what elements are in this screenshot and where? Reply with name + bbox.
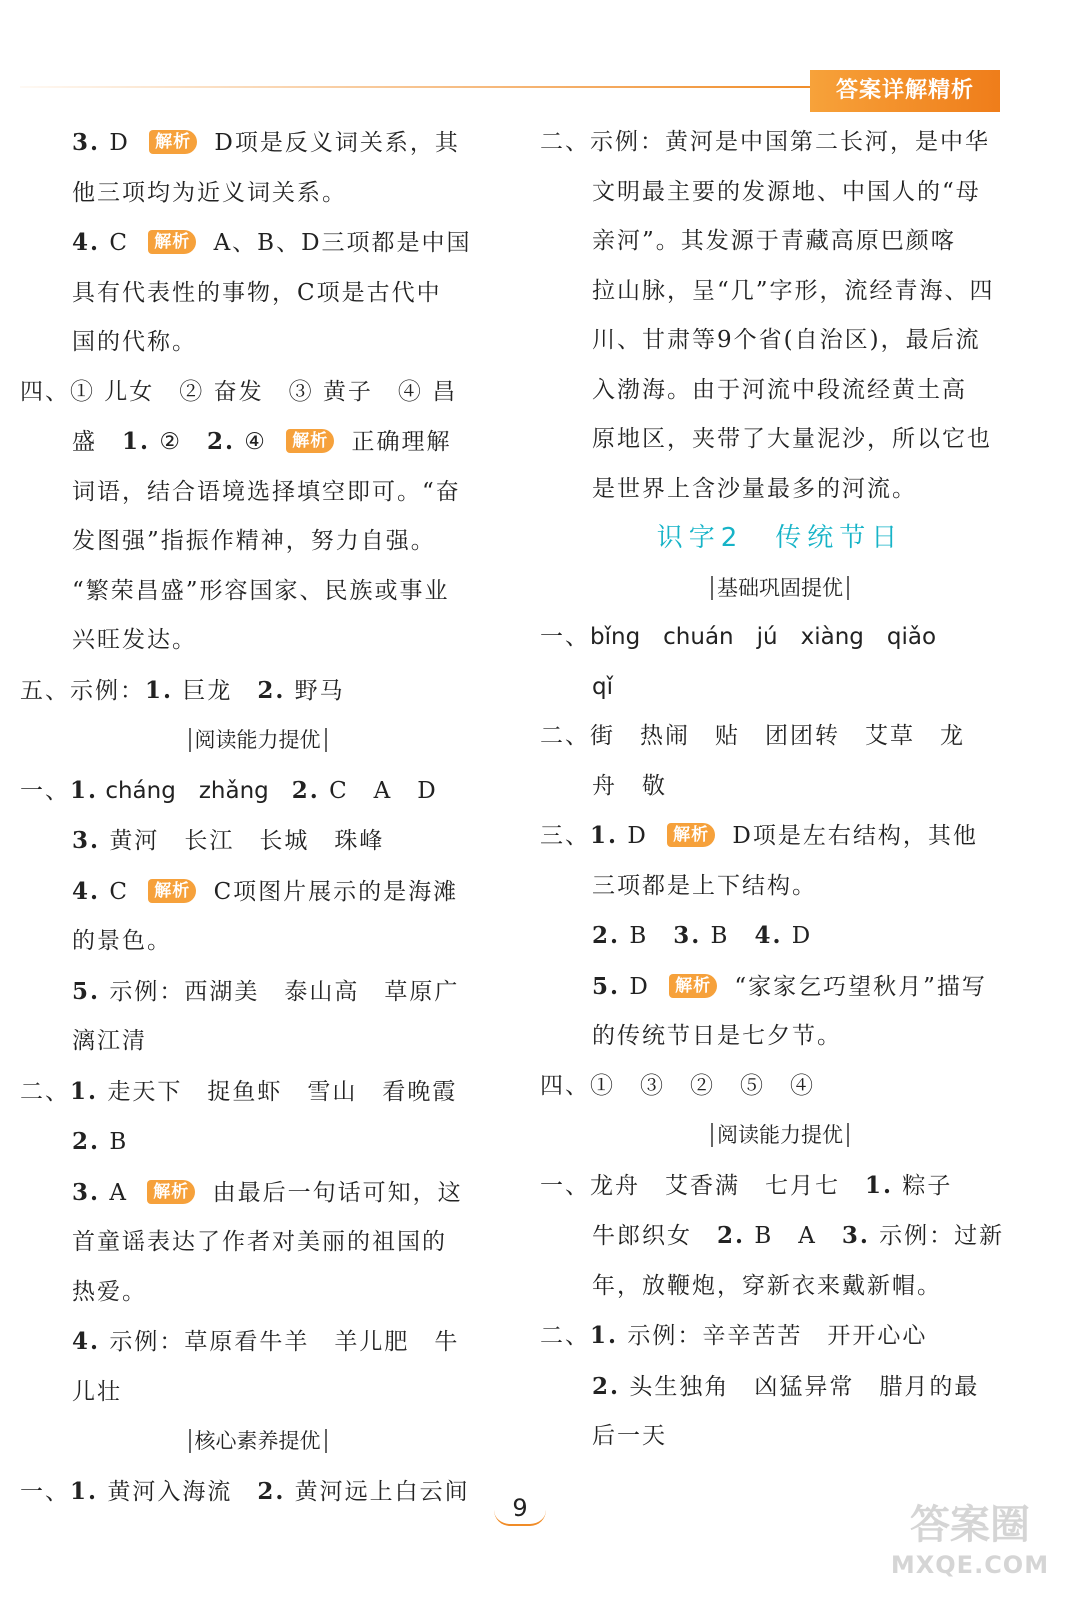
- section-prefix: 二、: [540, 1323, 590, 1349]
- answer-line: 亲河”。其发源于青藏高原巴颜喀: [592, 228, 956, 254]
- answer: 黄河入海流: [98, 1478, 258, 1505]
- analysis-text: 由最后一句话可知，这: [212, 1179, 463, 1206]
- answer-line: [20, 666, 495, 717]
- section-prefix: 三、: [540, 823, 590, 849]
- answer-line: [20, 1067, 495, 1118]
- answer-line: 四、① ③ ② ⑤ ④: [540, 1072, 815, 1099]
- answer-line: 的景色。: [72, 928, 172, 954]
- answer-line: [540, 911, 1020, 962]
- answer-line: [20, 118, 495, 169]
- answer-line: 的传统节日是七夕节。: [592, 1023, 842, 1049]
- answer-line: 首童谣表达了作者对美丽的祖国的: [72, 1229, 447, 1255]
- analysis-text: 正确理解: [351, 429, 452, 455]
- answer-line: [20, 417, 495, 468]
- item-num: 4.: [72, 1328, 101, 1355]
- answer-line: 儿壮: [72, 1378, 122, 1405]
- section-prefix: 一、: [20, 1478, 70, 1505]
- section-prefix: 五、示例：: [20, 677, 145, 704]
- analysis-tag: 解析: [667, 823, 715, 847]
- analysis-tag: 解析: [669, 974, 717, 998]
- answer: 黄河远上白云间: [285, 1478, 470, 1505]
- answer-line: 文明最主要的发源地、中国人的“母: [592, 178, 981, 205]
- analysis-tag: 解析: [147, 1180, 195, 1204]
- answer: ④: [234, 429, 267, 455]
- analysis-text: A、B、D三项都是中国: [213, 230, 472, 256]
- answer-line: [20, 967, 495, 1018]
- answer-line: [540, 962, 1020, 1013]
- answer: C: [100, 878, 129, 905]
- item-num: 1.: [70, 776, 99, 804]
- answer: 一、龙舟 艾香满 七月七: [540, 1172, 865, 1199]
- section-prefix: 一、: [540, 624, 590, 650]
- header-badge: 答案详解精析: [810, 70, 1000, 112]
- watermark-logo: [870, 1500, 1070, 1590]
- answer-line: 词语，结合语境选择填空即可。“奋: [72, 478, 461, 505]
- answer: D: [620, 973, 650, 1000]
- analysis-text: D项是左右结构，其他: [732, 823, 978, 849]
- answer-line: [20, 766, 495, 817]
- answer-line: 漓江清: [72, 1028, 147, 1054]
- answer-line: 兴旺发达。: [72, 627, 197, 653]
- section-heading-text: 核心素养提优: [189, 1429, 327, 1453]
- item-num: 2.: [72, 1128, 101, 1155]
- answer-line: 入渤海。由于河流中段流经黄土高: [592, 376, 967, 403]
- item-num: 2.: [257, 676, 286, 704]
- analysis-tag: 解析: [286, 429, 334, 453]
- answer: B: [620, 923, 674, 949]
- answer: C: [109, 230, 129, 256]
- item-num: 1.: [70, 1477, 99, 1505]
- item-num: 2.: [592, 922, 621, 949]
- answer: 示例：草原看牛羊 羊儿肥 牛: [100, 1329, 460, 1355]
- answer: ②: [150, 429, 207, 455]
- page-number: 9: [490, 1488, 550, 1528]
- section-prefix: 二、: [20, 1078, 70, 1105]
- item-num: 1.: [590, 822, 619, 849]
- answer-line: [540, 613, 1020, 663]
- answer-line: 他三项均为近义词关系。: [72, 179, 347, 206]
- item-num: 1.: [145, 676, 174, 704]
- answer-line: [540, 1211, 1020, 1262]
- answer-line: [20, 867, 495, 918]
- answer: A: [100, 1179, 128, 1206]
- answer: B: [100, 1129, 129, 1155]
- answer-line: [20, 1317, 495, 1368]
- item-num: 5.: [72, 977, 101, 1005]
- answer-text: 盛: [72, 429, 122, 455]
- answer-line: 国的代称。: [72, 329, 197, 355]
- answer-line: qǐ: [592, 673, 613, 700]
- section-heading-text: 基础巩固提优: [711, 576, 849, 600]
- section-heading-core: [20, 1417, 495, 1467]
- analysis-text: C项图片展示的是海滩: [213, 878, 459, 905]
- item-num: 4.: [754, 922, 783, 949]
- answer-line: 是世界上含沙量最多的河流。: [592, 475, 917, 502]
- item-num: 1.: [122, 428, 151, 455]
- header-rule: [20, 86, 820, 88]
- item-num: 3.: [72, 129, 101, 156]
- pinyin-answer: cháng zhǎng: [98, 777, 292, 804]
- item-num: 1.: [865, 1171, 894, 1199]
- section-heading-text: 阅读能力提优: [189, 728, 327, 752]
- answer: 示例：辛辛苦苦 开开心心: [618, 1323, 928, 1349]
- item-num: 1.: [70, 1077, 99, 1105]
- answer: 黄河 长江 长城 珠峰: [100, 828, 385, 854]
- answer-line: 拉山脉，呈“几”字形，流经青海、四: [592, 277, 995, 304]
- answer-line: [20, 1467, 495, 1518]
- item-num: 1.: [590, 1322, 619, 1349]
- right-column: [540, 118, 1020, 1462]
- answer-line: [540, 1311, 1020, 1362]
- answer-line: 二、街 热闹 贴 团团转 艾草 龙: [540, 723, 965, 749]
- item-num: 4.: [72, 877, 101, 905]
- answer-line: 川、甘肃等9个省(自治区)，最后流: [592, 327, 981, 353]
- answer: 示例：过新: [869, 1223, 1005, 1249]
- item-num: 2.: [291, 776, 320, 804]
- answer-line: 舟 敬: [592, 772, 667, 799]
- answer: B: [701, 923, 755, 949]
- analysis-text: “家家乞巧望秋月”描写: [734, 973, 987, 1000]
- answer-line: 四、① 儿女 ② 奋发 ③ 黄子 ④ 昌: [20, 378, 458, 405]
- item-num: 2.: [206, 428, 235, 455]
- answer-line: [540, 811, 1020, 862]
- answer-line: 发图强”指振作精神，努力自强。: [72, 528, 436, 554]
- answer-line: 二、示例：黄河是中国第二长河，是中华: [540, 129, 990, 155]
- section-heading-reading: [540, 1111, 1020, 1161]
- answer-line: [20, 218, 495, 269]
- answer: 头生独角 凶猛异常 腊月的最: [620, 1373, 980, 1400]
- section-prefix: 一、: [20, 777, 70, 804]
- section-heading-text: 阅读能力提优: [711, 1123, 849, 1147]
- section-heading-reading: [20, 716, 495, 766]
- watermark-line2: MXQE.COM: [890, 1551, 1050, 1579]
- answer: D: [109, 130, 130, 156]
- item-num: 3.: [673, 922, 702, 949]
- answer-line: 原地区，夹带了大量泥沙，所以它也: [592, 426, 992, 452]
- answer-line: “繁荣昌盛”形容国家、民族或事业: [72, 577, 450, 604]
- answer-line: [20, 816, 495, 867]
- answer-line: [540, 1362, 1020, 1413]
- item-num: 2.: [592, 1372, 621, 1400]
- analysis-text: D项是反义词关系，其: [214, 130, 460, 156]
- answer: D: [782, 923, 813, 949]
- item-num: 3.: [72, 1178, 101, 1206]
- answer-line: 热爱。: [72, 1278, 147, 1305]
- answer-line: 后一天: [592, 1423, 667, 1449]
- watermark-line1: 答案圈: [910, 1502, 1030, 1548]
- answer-line: [20, 1117, 495, 1168]
- lesson-title: 识字2 传统节日: [656, 523, 904, 553]
- answer: B A: [745, 1223, 842, 1249]
- section-heading-basic: [540, 564, 1020, 614]
- answer: C A D: [319, 777, 438, 804]
- answer: 巨龙: [173, 677, 258, 704]
- answer: 牛郎织女: [592, 1223, 717, 1249]
- item-num: 2.: [717, 1222, 746, 1249]
- analysis-tag: 解析: [149, 130, 197, 154]
- answer: D: [618, 823, 648, 849]
- item-num: 5.: [592, 972, 621, 1000]
- answer-line: [20, 1168, 495, 1219]
- item-num: 2.: [257, 1477, 286, 1505]
- answer: 野马: [285, 677, 345, 704]
- answer: 粽子: [893, 1172, 953, 1199]
- answer-line: 年，放鞭炮，穿新衣来戴新帽。: [592, 1272, 942, 1299]
- analysis-tag: 解析: [148, 230, 196, 254]
- answer-line: 三项都是上下结构。: [592, 872, 817, 899]
- answer-line: [540, 1161, 1020, 1212]
- answer: 示例：西湖美 泰山高 草原广: [100, 978, 460, 1005]
- pinyin-answer: bǐng chuán jú xiàng qiǎo: [590, 624, 937, 650]
- item-num: 3.: [841, 1222, 870, 1249]
- answer-line: 具有代表性的事物，C项是古代中: [72, 279, 442, 306]
- item-num: 3.: [72, 827, 101, 854]
- left-column: [20, 118, 495, 1517]
- analysis-tag: 解析: [148, 879, 196, 903]
- item-num: 4.: [72, 229, 101, 256]
- answer: 走天下 捉鱼虾 雪山 看晚霞: [98, 1078, 458, 1105]
